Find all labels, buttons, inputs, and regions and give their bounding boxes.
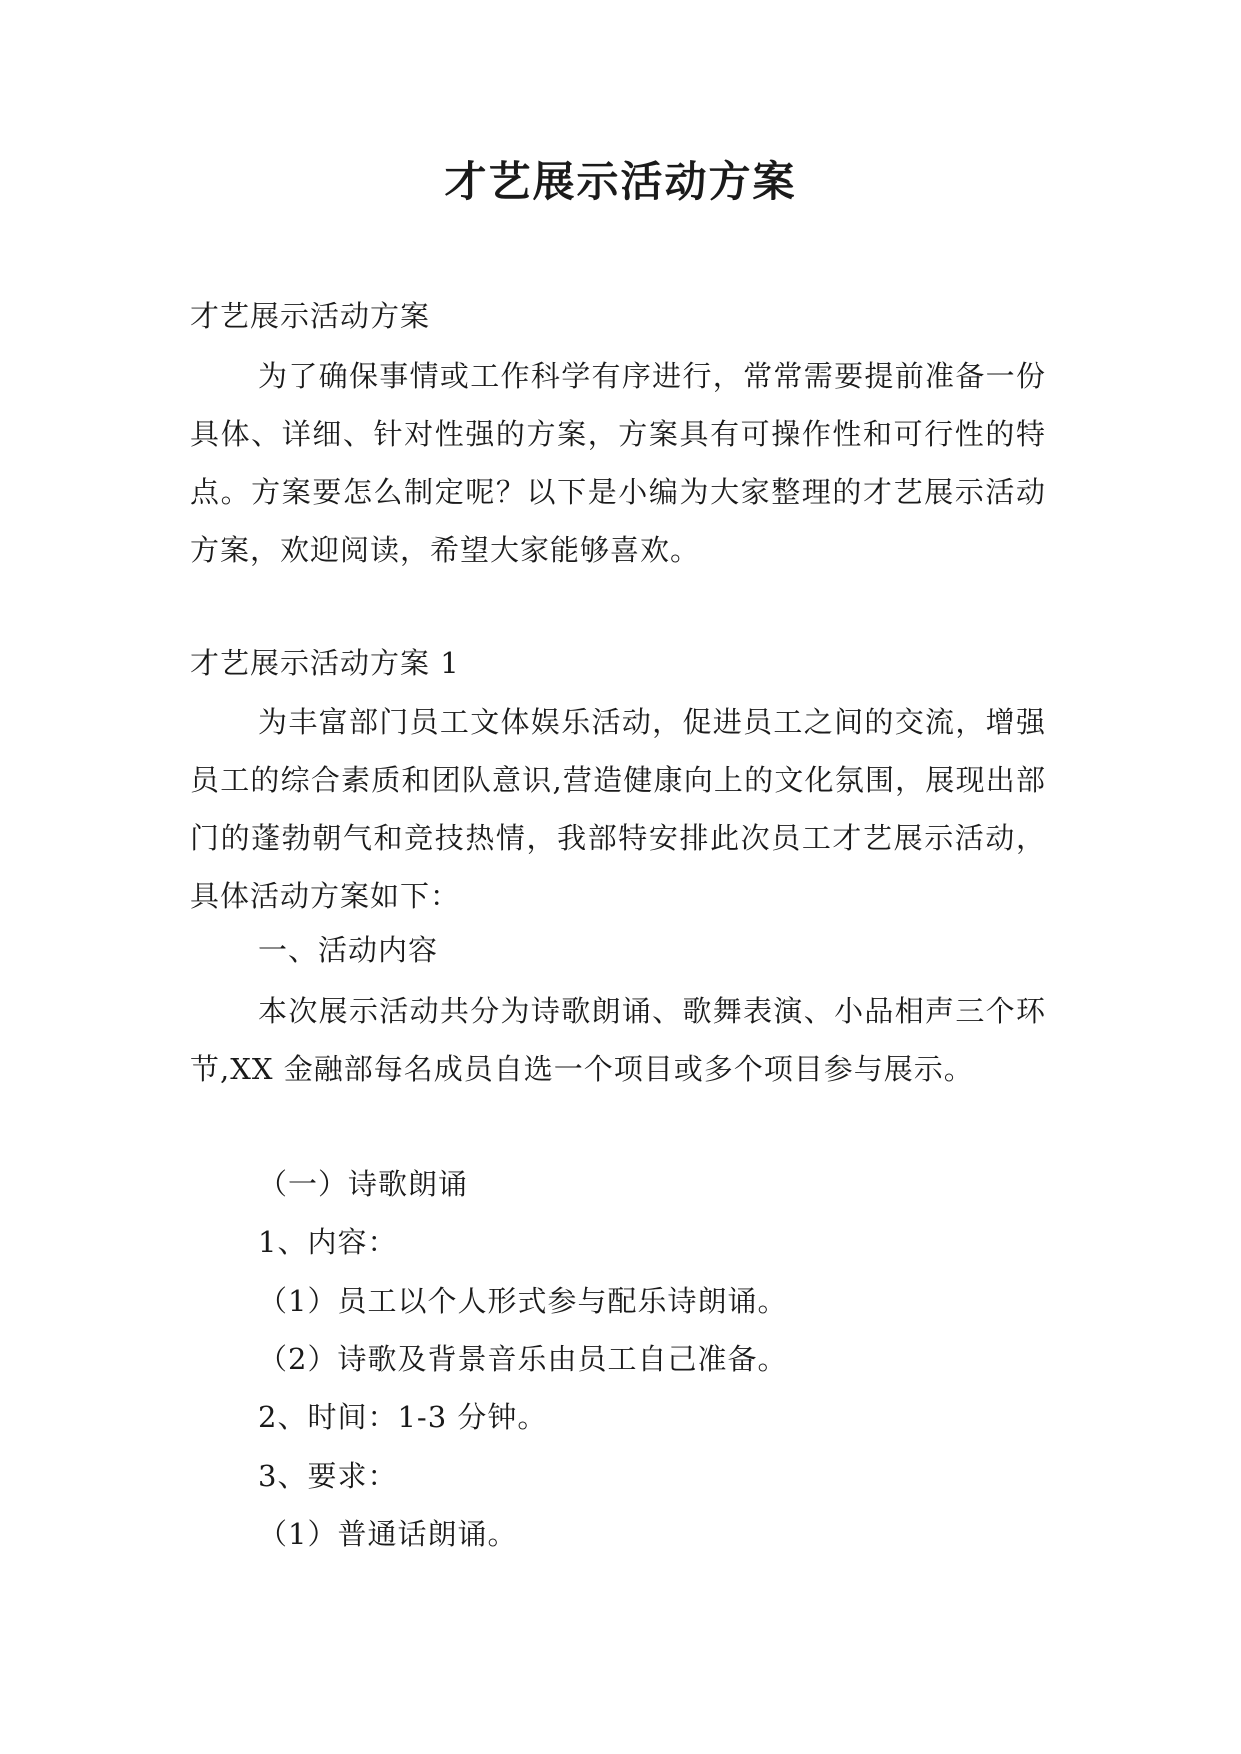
intro-paragraph: 为了确保事情或工作科学有序进行，常常需要提前准备一份具体、详细、针对性强的方案，方案具有可操作性和可行性的特点。方案要怎么制定呢？以下是小编为大家整理的才艺展示活动方案，欢迎阅读，希望大家能够喜欢。 bbox=[190, 359, 1046, 567]
part1-paragraph: 本次展示活动共分为诗歌朗诵、歌舞表演、小品相声三个环节,XX 金融部每名成员自选一个项目或多个项目参与展示。 bbox=[190, 994, 1046, 1086]
item-time: 2、时间：1-3 分钟。 bbox=[258, 1400, 548, 1434]
item-requirements-1: （1）普通话朗诵。 bbox=[258, 1517, 518, 1551]
sub1-heading: （一）诗歌朗诵 bbox=[258, 1167, 469, 1201]
intro-heading: 才艺展示活动方案 bbox=[190, 299, 431, 333]
section1-paragraph: 为丰富部门员工文体娱乐活动，促进员工之间的交流，增强员工的综合素质和团队意识,营造健康向上的文化氛围，展现出部门的蓬勃朝气和竞技热情，我部特安排此次员工才艺展示活动，具体活动方案如下： bbox=[190, 705, 1046, 913]
item-content-1: （1）员工以个人形式参与配乐诗朗诵。 bbox=[258, 1284, 788, 1318]
item-content-2: （2）诗歌及背景音乐由员工自己准备。 bbox=[258, 1342, 788, 1376]
part1-heading: 一、活动内容 bbox=[258, 933, 439, 967]
document-title: 才艺展示活动方案 bbox=[444, 157, 797, 206]
item-requirements: 3、要求： bbox=[258, 1459, 398, 1493]
item-content: 1、内容： bbox=[258, 1225, 398, 1259]
section1-heading: 才艺展示活动方案 1 bbox=[190, 646, 460, 680]
